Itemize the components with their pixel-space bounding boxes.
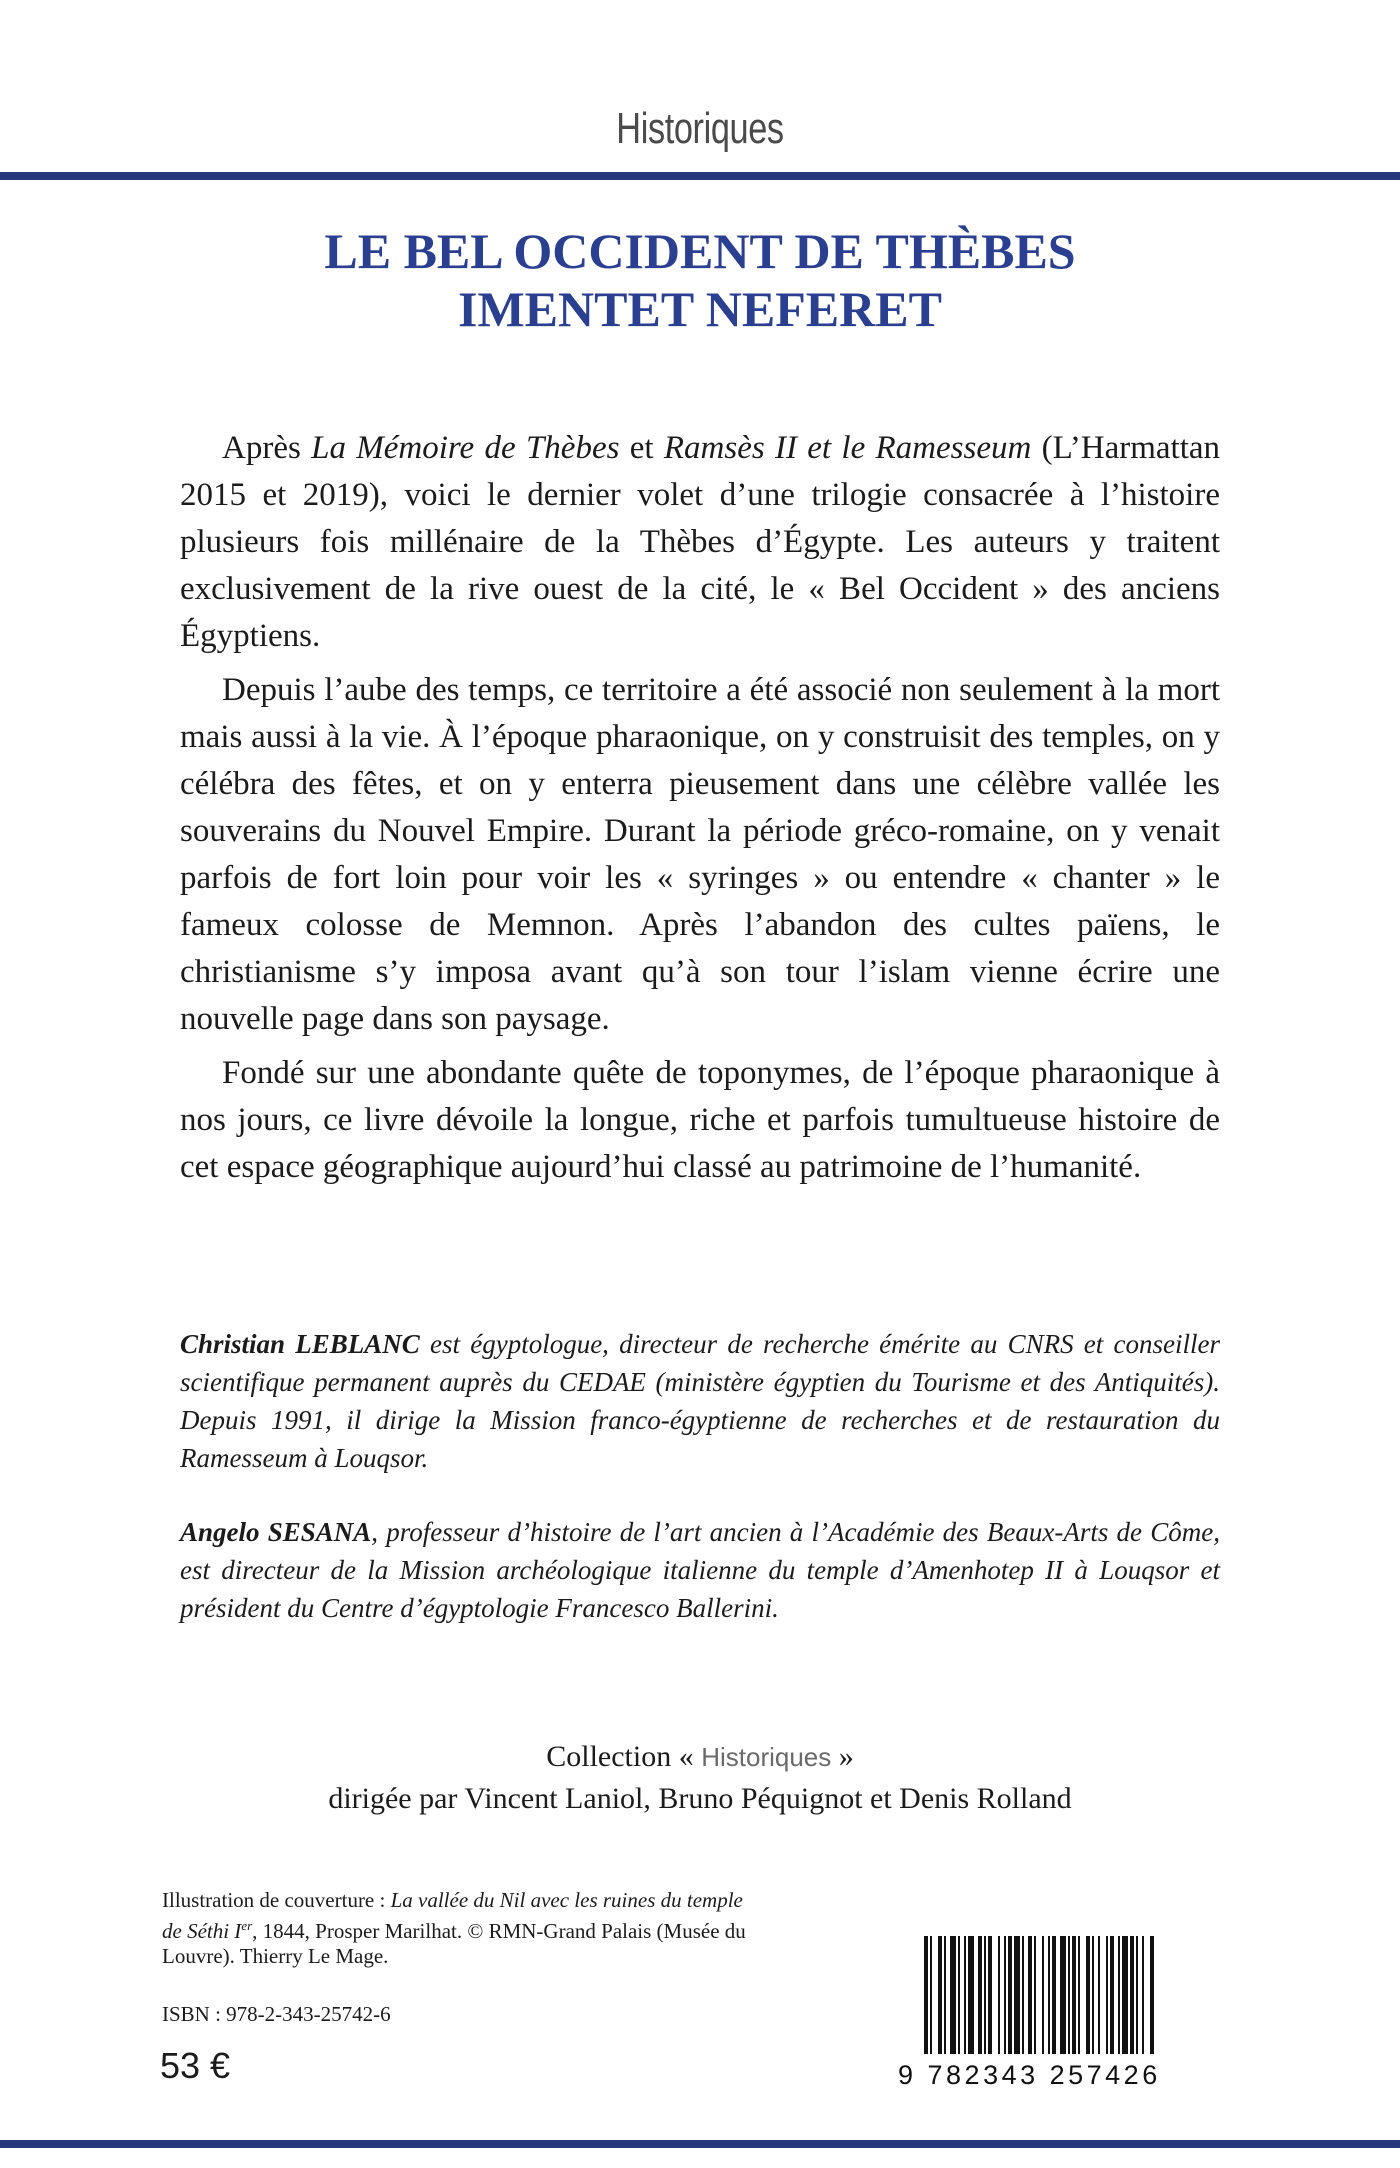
collection-line — [0, 1736, 1400, 1778]
author-bio — [180, 1513, 1220, 1627]
barcode-bar — [1142, 1936, 1144, 2054]
cover-credits — [162, 1888, 752, 1969]
barcode-bar — [1110, 1936, 1114, 2054]
author-bio-text: , professeur d’histoire de l’art ancien à l’Académie des Beaux-Arts de Côme, est directeur de la Mission archéologique italienne du temple d’Amenhotep II à Louqsor et président du Centre d’égyptologie Francesco Ballerini. — [180, 1517, 1220, 1623]
author-bio — [180, 1325, 1220, 1477]
barcode-bars — [924, 1936, 1220, 2066]
author-name: Angelo SESANA — [180, 1517, 372, 1547]
credits-work-title: La vallée du Nil avec les ruines du temple de Séthi I — [162, 1888, 743, 1943]
barcode-bar — [944, 1936, 946, 2054]
credits-rest: , 1844, Prosper Marilhat. © RMN-Grand Palais (Musée du Louvre). Thierry Le Mage. — [162, 1919, 746, 1968]
book-title-ramses: Ramsès II et le Ramesseum — [663, 430, 1032, 466]
credits-label: Illustration de couverture : — [162, 1888, 391, 1912]
isbn: ISBN : 978-2-343-25742-6 — [162, 2002, 391, 2026]
barcode-bar — [1122, 1936, 1128, 2054]
barcode-bar — [950, 1936, 956, 2054]
author-bios — [180, 1325, 1220, 1663]
barcode-bar — [930, 1936, 932, 2054]
barcode-bar — [1022, 1936, 1024, 2054]
author-name: Christian LEBLANC — [180, 1329, 420, 1359]
barcode-bar — [1042, 1936, 1044, 2054]
book-title — [0, 222, 1400, 338]
barcode-bar — [1004, 1936, 1006, 2054]
blurb-text: (L’Harmattan 2015 et 2019), voici le dernier volet d’une trilogie consacrée à l’histoire plusieurs fois millénaire de la Thèbes d’Égypte. Les auteurs y traitent exclusivement de la rive ouest de la cité, le « Bel Occident » des anciens Égyptiens. — [180, 430, 1221, 654]
barcode-bar — [1052, 1936, 1056, 2054]
collection-prefix: Collection « — [546, 1740, 702, 1773]
collection-info — [0, 1736, 1400, 1820]
barcode-bar — [988, 1936, 992, 2054]
barcode-bar — [938, 1936, 942, 2054]
barcode-bar — [978, 1936, 982, 2054]
barcode-bar — [1136, 1936, 1138, 2054]
barcode-bar — [998, 1936, 1000, 2054]
barcode-bar — [1034, 1936, 1036, 2054]
barcode-bar — [1014, 1936, 1020, 2054]
barcode-bar — [1118, 1936, 1120, 2054]
barcode-bar — [964, 1936, 966, 2054]
barcode-bar — [958, 1936, 960, 2054]
barcode-bar — [1130, 1936, 1134, 2054]
barcode-bar — [1150, 1936, 1154, 2054]
barcode-bar — [924, 1936, 928, 2054]
credits-sup: er — [241, 1918, 253, 1933]
barcode-bar — [1092, 1936, 1094, 2054]
blurb-text: Après — [222, 430, 312, 466]
series-logo: Historiques — [616, 104, 784, 153]
bottom-rule — [0, 2140, 1400, 2148]
barcode-bar — [1086, 1936, 1090, 2054]
barcode-bar — [1078, 1936, 1080, 2054]
barcode-bar — [1028, 1936, 1032, 2054]
book-title-memoire: La Mémoire de Thèbes — [311, 430, 620, 466]
author-bio-text: est égyptologue, directeur de recherche émérite au CNRS et conseiller scientifique permanent auprès du CEDAE (ministère égyptien du Tourisme et des Antiquités). Depuis 1991, il dirige la Mission franco-égyptienne de recherches et de restauration du Ramesseum à Louqsor. — [180, 1329, 1220, 1473]
blurb — [180, 425, 1220, 1198]
price: 53 € — [160, 2045, 231, 2086]
barcode-bar — [1060, 1936, 1066, 2054]
blurb-paragraph-1 — [180, 425, 1220, 660]
blurb-text: et — [619, 430, 664, 466]
barcode-bar — [1098, 1936, 1100, 2054]
barcode-bar — [984, 1936, 986, 2054]
barcode-bar — [1048, 1936, 1050, 2054]
barcode-bar — [1068, 1936, 1070, 2054]
collection-suffix: » — [831, 1740, 854, 1773]
barcode-digits: 9 782343 257426 — [898, 2060, 1161, 2090]
barcode-bar — [1008, 1936, 1012, 2054]
blurb-paragraph-3: Fondé sur une abondante quête de toponymes, de l’époque pharaonique à nos jours, ce livre dévoile la longue, riche et parfois tumultueuse histoire de cet espace géographique aujourd’hui classé au patrimoine de l’humanité. — [180, 1055, 1220, 1185]
blurb-paragraph-2: Depuis l’aube des temps, ce territoire a été associé non seulement à la mort mais aussi à la vie. À l’époque pharaonique, on y construisit des temples, on y célébra des fêtes, et on y enterra pieusement dans une célèbre vallée les souverains du Nouvel Empire. Durant la période gréco-romaine, on y venait parfois de fort loin pour voir les « syringes » ou entendre « chanter » le fameux colosse de Memnon. Après l’abandon des cultes païens, le christianisme s’y imposa avant qu’à son tour l’islam vienne écrire une nouvelle page dans son paysage. — [180, 672, 1220, 1037]
title-line-1: LE BEL OCCIDENT DE THÈBES — [324, 223, 1076, 279]
top-rule — [0, 172, 1400, 180]
barcode-bar — [1106, 1936, 1108, 2054]
barcode-bar — [1072, 1936, 1076, 2054]
collection-directors: dirigée par Vincent Laniol, Bruno Péquignot et Denis Rolland — [328, 1782, 1072, 1815]
barcode-bar — [968, 1936, 974, 2054]
title-line-2: IMENTET NEFERET — [458, 281, 942, 337]
collection-name: Historiques — [701, 1742, 832, 1772]
